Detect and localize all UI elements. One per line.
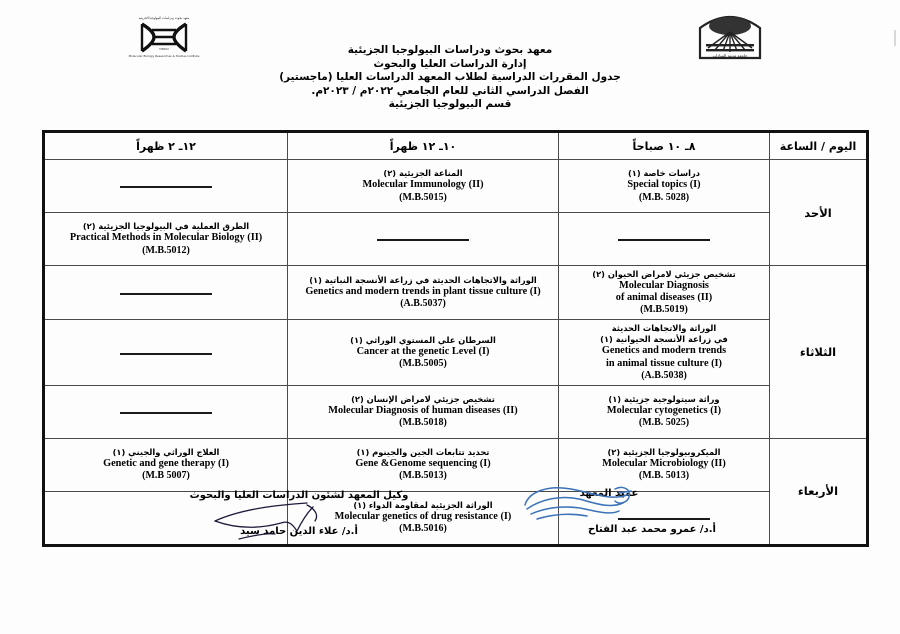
course-title-en: in animal tissue culture (I) [606,357,722,369]
department-admin: إدارة الدراسات العليا والبحوث [373,57,527,70]
course-title-ar: الوراثة الجزيئية لمقاومة الدواء (١) [353,500,493,511]
course-title-ar: السرطان علي المستوي الوراثي (١) [350,335,496,345]
course-code: (A.B.5037) [400,298,446,310]
course-cell-t8 [559,385,770,438]
course-title-ar: الوراثة والاتجاهات الحديثة في زراعة الأنسجة النباتية (١) [309,275,537,286]
academic-term: الفصل الدراسي الثاني للعام الجامعي ٢٠٢٢م / ٢٠٢٣م. [311,84,589,97]
course-cell-t8 [559,320,770,385]
empty-slot-dash [120,186,212,188]
course-code: (M.B. 5025) [638,417,690,429]
course-title-ar: في زراعة الأنسجة الحيوانية (١) [600,334,728,345]
svg-text:Molecular Biology Researches &: Molecular Biology Researches & Studies Institute [128,54,200,58]
course-code: (M.B.5019) [640,304,688,316]
course-code: (M.B.5005) [399,358,447,370]
course-title-ar: المناعة الجزيئية (٢) [383,168,463,179]
table-row [44,213,868,266]
course-title-en: Molecular genetics of drug resistance (I) [334,511,512,523]
institute-name: معهد بحوث ودراسات البيولوجيا الجزيئية [347,44,553,56]
course-title-en: Cancer at the genetic Level (I) [356,346,490,357]
empty-slot-dash [377,239,469,241]
table-row [44,385,868,438]
department-name: قسم البيولوجيا الجزيئية [388,98,512,111]
course-title-en: Molecular Microbiology (II) [602,458,726,470]
course-code: (M.B. 5013) [638,470,690,482]
svg-text:معهد بحوث ودراسات البيولوجيا ا: معهد بحوث ودراسات البيولوجيا الجزيئية [138,16,190,20]
dean-title: عميد المعهد [579,488,639,499]
dean-signature-block [527,487,787,537]
table-row [44,160,868,213]
day-label-cell: الأربعاء [770,438,868,545]
course-cell-t12 [44,266,288,320]
course-code: (M.B 5007) [142,470,190,482]
signature-footer [83,487,869,567]
course-title-en: Special topics (I) [627,179,701,191]
svg-text:جامعة مدينة السادات: جامعة مدينة السادات [712,53,748,58]
course-cell-t12 [44,213,288,266]
course-code: (A.B.5038) [641,369,687,381]
course-cell-t8 [559,438,770,491]
course-title-ar: الطرق العملية في البيولوجيا الجزيئية (٢) [82,221,250,232]
empty-slot-dash [618,239,710,241]
course-code: (M.B.5012) [142,244,190,256]
empty-slot-dash [120,412,212,414]
course-code: (M.B.5013) [399,470,447,482]
course-title-en: Gene &Genome sequencing (I) [355,458,491,470]
course-cell-t10 [288,438,559,491]
vice-dean-signature-block [169,489,429,539]
table-header-row [44,132,868,160]
schedule-title: جدول المقررات الدراسية لطلاب المعهد الدراسات العليا (ماجستير) [279,71,621,84]
course-cell-t8 [559,266,770,320]
course-title-ar: دراسات خاصة (١) [627,168,701,179]
schedule-table-container [69,130,869,547]
table-row [44,438,868,491]
dean-name: أ.د/ عمرو محمد عبد الفتاح [588,524,716,535]
course-title-en: Genetic and gene therapy (I) [103,458,229,470]
course-title-ar: العلاج الوراثي والجيني (١) [112,447,220,458]
day-label-cell: الثلاثاء [770,266,868,439]
course-cell-t12 [44,438,288,491]
svg-text:MBRSI: MBRSI [159,47,169,51]
page-edge-mark [894,30,896,46]
column-header-12-2: ١٢ـ ٢ ظهراً [44,132,288,160]
course-title-en: Genetics and modern trends [601,345,727,357]
course-title-ar: تشخيص جزيئي لامراض الإنسان (٢) [351,394,495,405]
course-title-ar: الوراثة والاتجاهات الحديثة [611,323,717,334]
course-cell-t10 [288,266,559,320]
document-header [0,44,900,112]
day-label-cell: الأحد [770,160,868,266]
course-cell-t10 [288,385,559,438]
course-title-en: Practical Methods in Molecular Biology (II) [69,232,263,244]
course-cell-t12 [44,385,288,438]
course-title-en: Molecular Diagnosis of human diseases (II) [328,405,518,417]
vice-dean-name: أ.د/ علاء الدين حامد سيد [240,526,358,537]
course-cell-t12 [44,160,288,213]
course-cell-t10 [288,160,559,213]
course-title-ar: تشخيص جزيئي لامراض الحيوان (٢) [592,269,736,279]
course-title-en: of animal diseases (II) [615,292,713,304]
column-header-day: اليوم / الساعة [770,132,868,160]
empty-slot-dash [120,353,212,355]
table-row [44,320,868,385]
table-row [44,266,868,320]
course-title-en: Molecular Diagnosis [619,280,709,291]
course-title-ar: وراثة سيتولوجية جزيئية (١) [608,394,720,405]
course-cell-t10 [288,213,559,266]
course-title-en: Molecular cytogenetics (I) [606,405,722,417]
course-code: (M.B.5016) [399,523,447,535]
course-code: (M.B.5018) [399,417,447,429]
course-title-en: Molecular Immunology (II) [362,179,484,191]
course-code: (M.B.5015) [399,191,447,203]
empty-slot-dash [120,293,212,295]
course-cell-t8 [559,213,770,266]
course-cell-t8 [559,160,770,213]
column-header-8-10: ٨ـ ١٠ صباحاً [559,132,770,160]
vice-dean-title: وكيل المعهد لشئون الدراسات العليا والبحوث [189,490,409,501]
course-cell-t12 [44,320,288,385]
course-schedule-table [42,130,869,547]
course-title-en: Genetics and modern trends in plant tissue culture (I) [305,286,541,298]
course-code: (M.B. 5028) [638,191,690,203]
course-title-ar: الميكروبيولوجيا الجزيئية (٢) [607,447,721,458]
column-header-10-12: ١٠ـ ١٢ ظهراً [288,132,559,160]
course-title-ar: تحديد تتابعات الجين والجينوم (١) [356,447,490,458]
course-cell-t10 [288,320,559,385]
